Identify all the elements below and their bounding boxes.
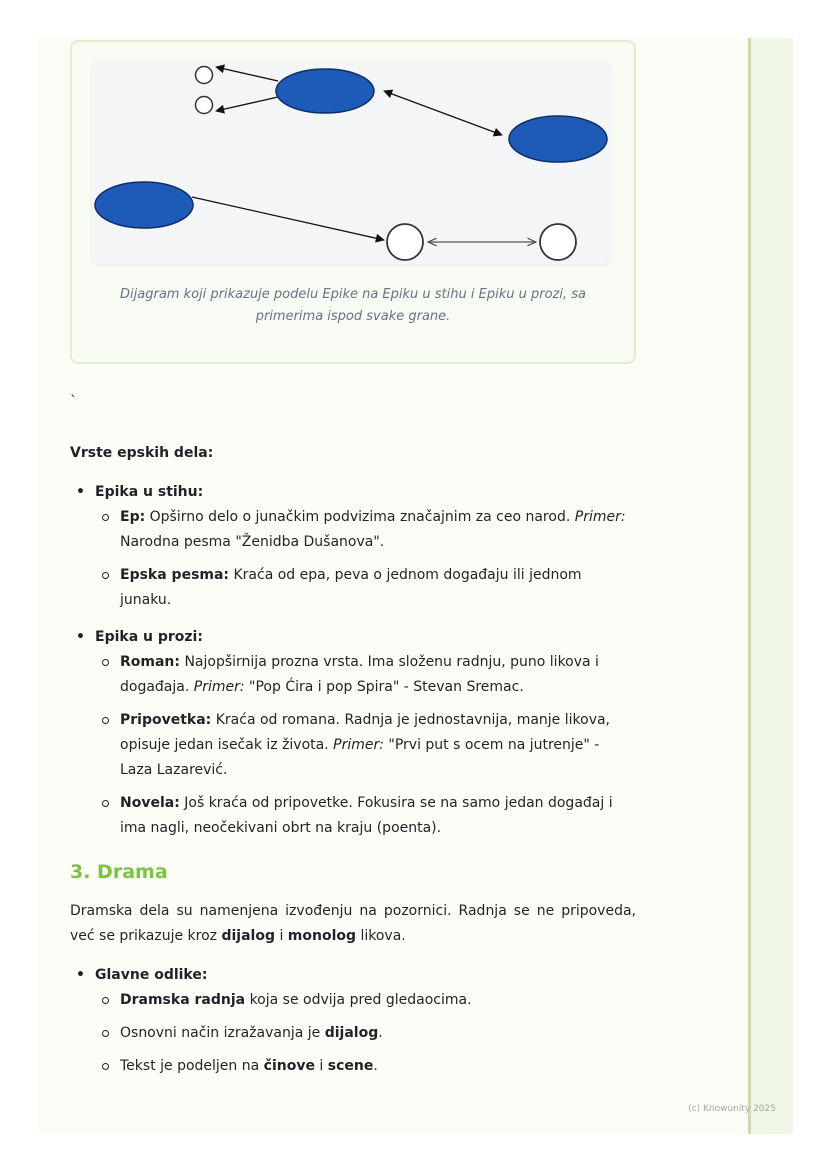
group-title: • Epika u prozi: (95, 629, 203, 645)
term: Roman: (120, 654, 180, 670)
diagram-figure (70, 40, 636, 364)
sub-list (95, 650, 636, 841)
term-text: Kraća od epa, peva o jednom događaju ili jednom junaku. (120, 567, 582, 608)
term-text: Kraća od romana. Radnja je jednostavnija, manje likova, opisuje jedan isečak iz života. (120, 712, 611, 753)
term: Epska pesma: (120, 567, 230, 583)
term-text: Najopširnija prozna vrsta. Ima složenu radnju, puno likova i događaja. (120, 654, 599, 695)
drama-list (70, 963, 636, 1079)
diagram-canvas (92, 62, 610, 264)
term-text: Još kraća od pripovetke. Fokusira se na samo jedan događaj i ima nagli, neočekivani obrt na kraju (poenta). (120, 795, 613, 836)
figure-caption: Dijagram koji prikazuje podelu Epike na Epiku u stihu i Epiku u prozi, sa primerima ispod svake grane. (120, 287, 586, 324)
bold-part: scene (327, 1058, 374, 1074)
term: Novela: (120, 795, 180, 811)
drama-intro (70, 899, 636, 949)
intro-text: Dramska dela su namenjena izvođenju na pozornici. Radnja se ne pripoveda, već se prikazuje kroz (70, 903, 636, 944)
node-circle-bottom-2 (540, 224, 576, 260)
sub-list (95, 988, 636, 1079)
copyright-footer: (c) Knowunity 2025 (688, 1104, 776, 1114)
edge-top-right (384, 91, 502, 135)
text-part: . (378, 1025, 383, 1041)
stray-mark: ` (70, 394, 77, 410)
list-item (70, 1054, 636, 1079)
vrste-list (70, 480, 636, 841)
bold-part: činove (263, 1058, 315, 1074)
list-item (70, 708, 636, 783)
vrste-heading: Vrste epskih dela: (70, 445, 214, 461)
group-title: • Epika u stihu: (95, 484, 204, 500)
intro-bold-monolog: monolog (287, 928, 357, 944)
edge-to-circle-2 (216, 97, 278, 111)
intro-bold-dijalog: dijalog (221, 928, 275, 944)
term-text-2: Narodna pesma "Ženidba Dušanova". (120, 534, 385, 550)
list-item (70, 650, 636, 700)
list-item (70, 1021, 636, 1046)
intro-end: likova. (356, 928, 406, 944)
edge-left-bottom (192, 197, 384, 240)
content (70, 390, 636, 1091)
node-ellipse-right (509, 116, 607, 162)
list-item (70, 563, 636, 613)
term-emphasis: Primer: (333, 737, 384, 753)
side-panel (748, 38, 793, 1134)
term-emphasis: Primer: (574, 509, 626, 525)
section-title-drama: 3. Drama (70, 861, 168, 883)
term-text: Opširno delo o junačkim podvizima značajnim za ceo narod. (145, 509, 575, 525)
node-circle-small-1 (196, 67, 213, 84)
text-part: . (373, 1058, 378, 1074)
list-item (70, 791, 636, 841)
term-emphasis: Primer: (193, 679, 245, 695)
list-item (70, 480, 636, 613)
sub-list (95, 505, 636, 613)
group-title: • Glavne odlike: (95, 967, 208, 983)
edge-to-circle-1 (216, 67, 278, 81)
list-item (70, 988, 636, 1013)
text-part: Osnovni način izražavanja je (120, 1025, 325, 1041)
term-text-2: "Pop Ćira i pop Spira" - Stevan Sremac. (244, 679, 524, 695)
bold-part: Dramska radnja (120, 992, 246, 1008)
list-item (70, 625, 636, 841)
node-ellipse-top (276, 69, 374, 113)
intro-conj: i (275, 928, 288, 944)
page (38, 38, 790, 1134)
term: Ep: (120, 509, 146, 525)
term-text-2: "Prvi put s ocem na jutrenje" - Laza Lazarević. (120, 737, 600, 778)
node-circle-small-2 (196, 97, 213, 114)
term: Pripovetka: (120, 712, 212, 728)
list-item (70, 963, 636, 1079)
text-part: i (314, 1058, 328, 1074)
text-part: koja se odvija pred gledaocima. (245, 992, 472, 1008)
list-item (70, 505, 636, 555)
text-part: Tekst je podeljen na (120, 1058, 264, 1074)
diagram-svg (92, 62, 610, 264)
node-circle-bottom-1 (387, 224, 423, 260)
bold-part: dijalog (324, 1025, 379, 1041)
node-ellipse-left (95, 182, 193, 228)
